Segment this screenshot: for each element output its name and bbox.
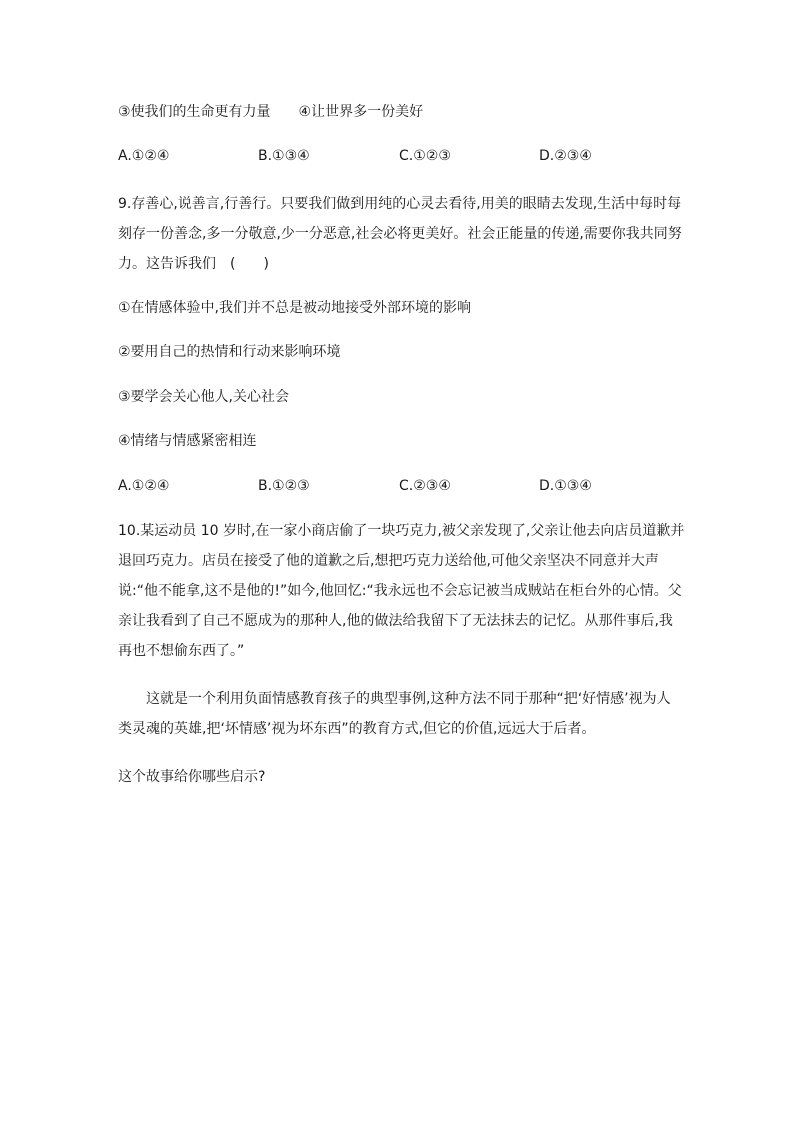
q10-para1-line-5: 再也不想偷东西了。” — [118, 643, 245, 659]
q9-stem-line-2: 刻存一份善念,多一分敬意,少一分恶意,社会必将更美好。社会正能量的传递,需要你我共同努 — [118, 226, 682, 242]
q8-option-a: A.①②④ — [118, 148, 170, 164]
q9-stem-line-1: 9.存善心,说善言,行善行。只要我们做到用纯的心灵去看待,用美的眼睛去发现,生活中每时每 — [118, 196, 682, 212]
q9-option-c: C.②③④ — [399, 478, 451, 494]
q8-option-c: C.①②③ — [399, 148, 451, 164]
q9-option-b: B.①②③ — [258, 478, 310, 494]
q10-para2-line-1: 这就是一个利用负面情感教育孩子的典型事例,这种方法不同于那种“把‘好情感’视为人 — [146, 691, 671, 707]
q9-option-d: D.①③④ — [539, 478, 592, 494]
q10-para1-line-1: 10.某运动员 10 岁时,在一家小商店偷了一块巧克力,被父亲发现了,父亲让他去向店员道歉并 — [118, 523, 685, 539]
q10-para1-line-2: 退回巧克力。店员在接受了他的道歉之后,想把巧克力送给他,可他父亲坚决不同意并大声 — [118, 553, 659, 569]
q9-stem-line-3: 力。这告诉我们 ( ) — [118, 256, 269, 272]
q10-para1-line-4: 亲让我看到了自己不愿成为的那种人,他的做法给我留下了无法抹去的记忆。从那件事后,我 — [118, 613, 673, 629]
q10-para2-line-2: 类灵魂的英雄,把‘坏情感’视为坏东西”的教育方式,但它的价值,远远大于后者。 — [118, 721, 596, 737]
q10-question: 这个故事给你哪些启示? — [118, 769, 266, 785]
q8-statements-3-4: ③使我们的生命更有力量 ④让世界多一份美好 — [118, 104, 424, 120]
q9-statement-4: ④情绪与情感紧密相连 — [118, 433, 257, 449]
q8-option-d: D.②③④ — [539, 148, 592, 164]
q9-statement-3: ③要学会关心他人,关心社会 — [118, 389, 290, 405]
q8-option-b: B.①③④ — [258, 148, 310, 164]
q9-statement-1: ①在情感体验中,我们并不总是被动地接受外部环境的影响 — [118, 300, 471, 316]
q9-statement-2: ②要用自己的热情和行动来影响环境 — [118, 344, 341, 360]
q10-para1-line-3: 说:“他不能拿,这不是他的!”如今,他回忆:“我永远也不会忘记被当成贼站在柜台外的心情。父 — [118, 583, 682, 599]
q9-option-a: A.①②④ — [118, 478, 170, 494]
